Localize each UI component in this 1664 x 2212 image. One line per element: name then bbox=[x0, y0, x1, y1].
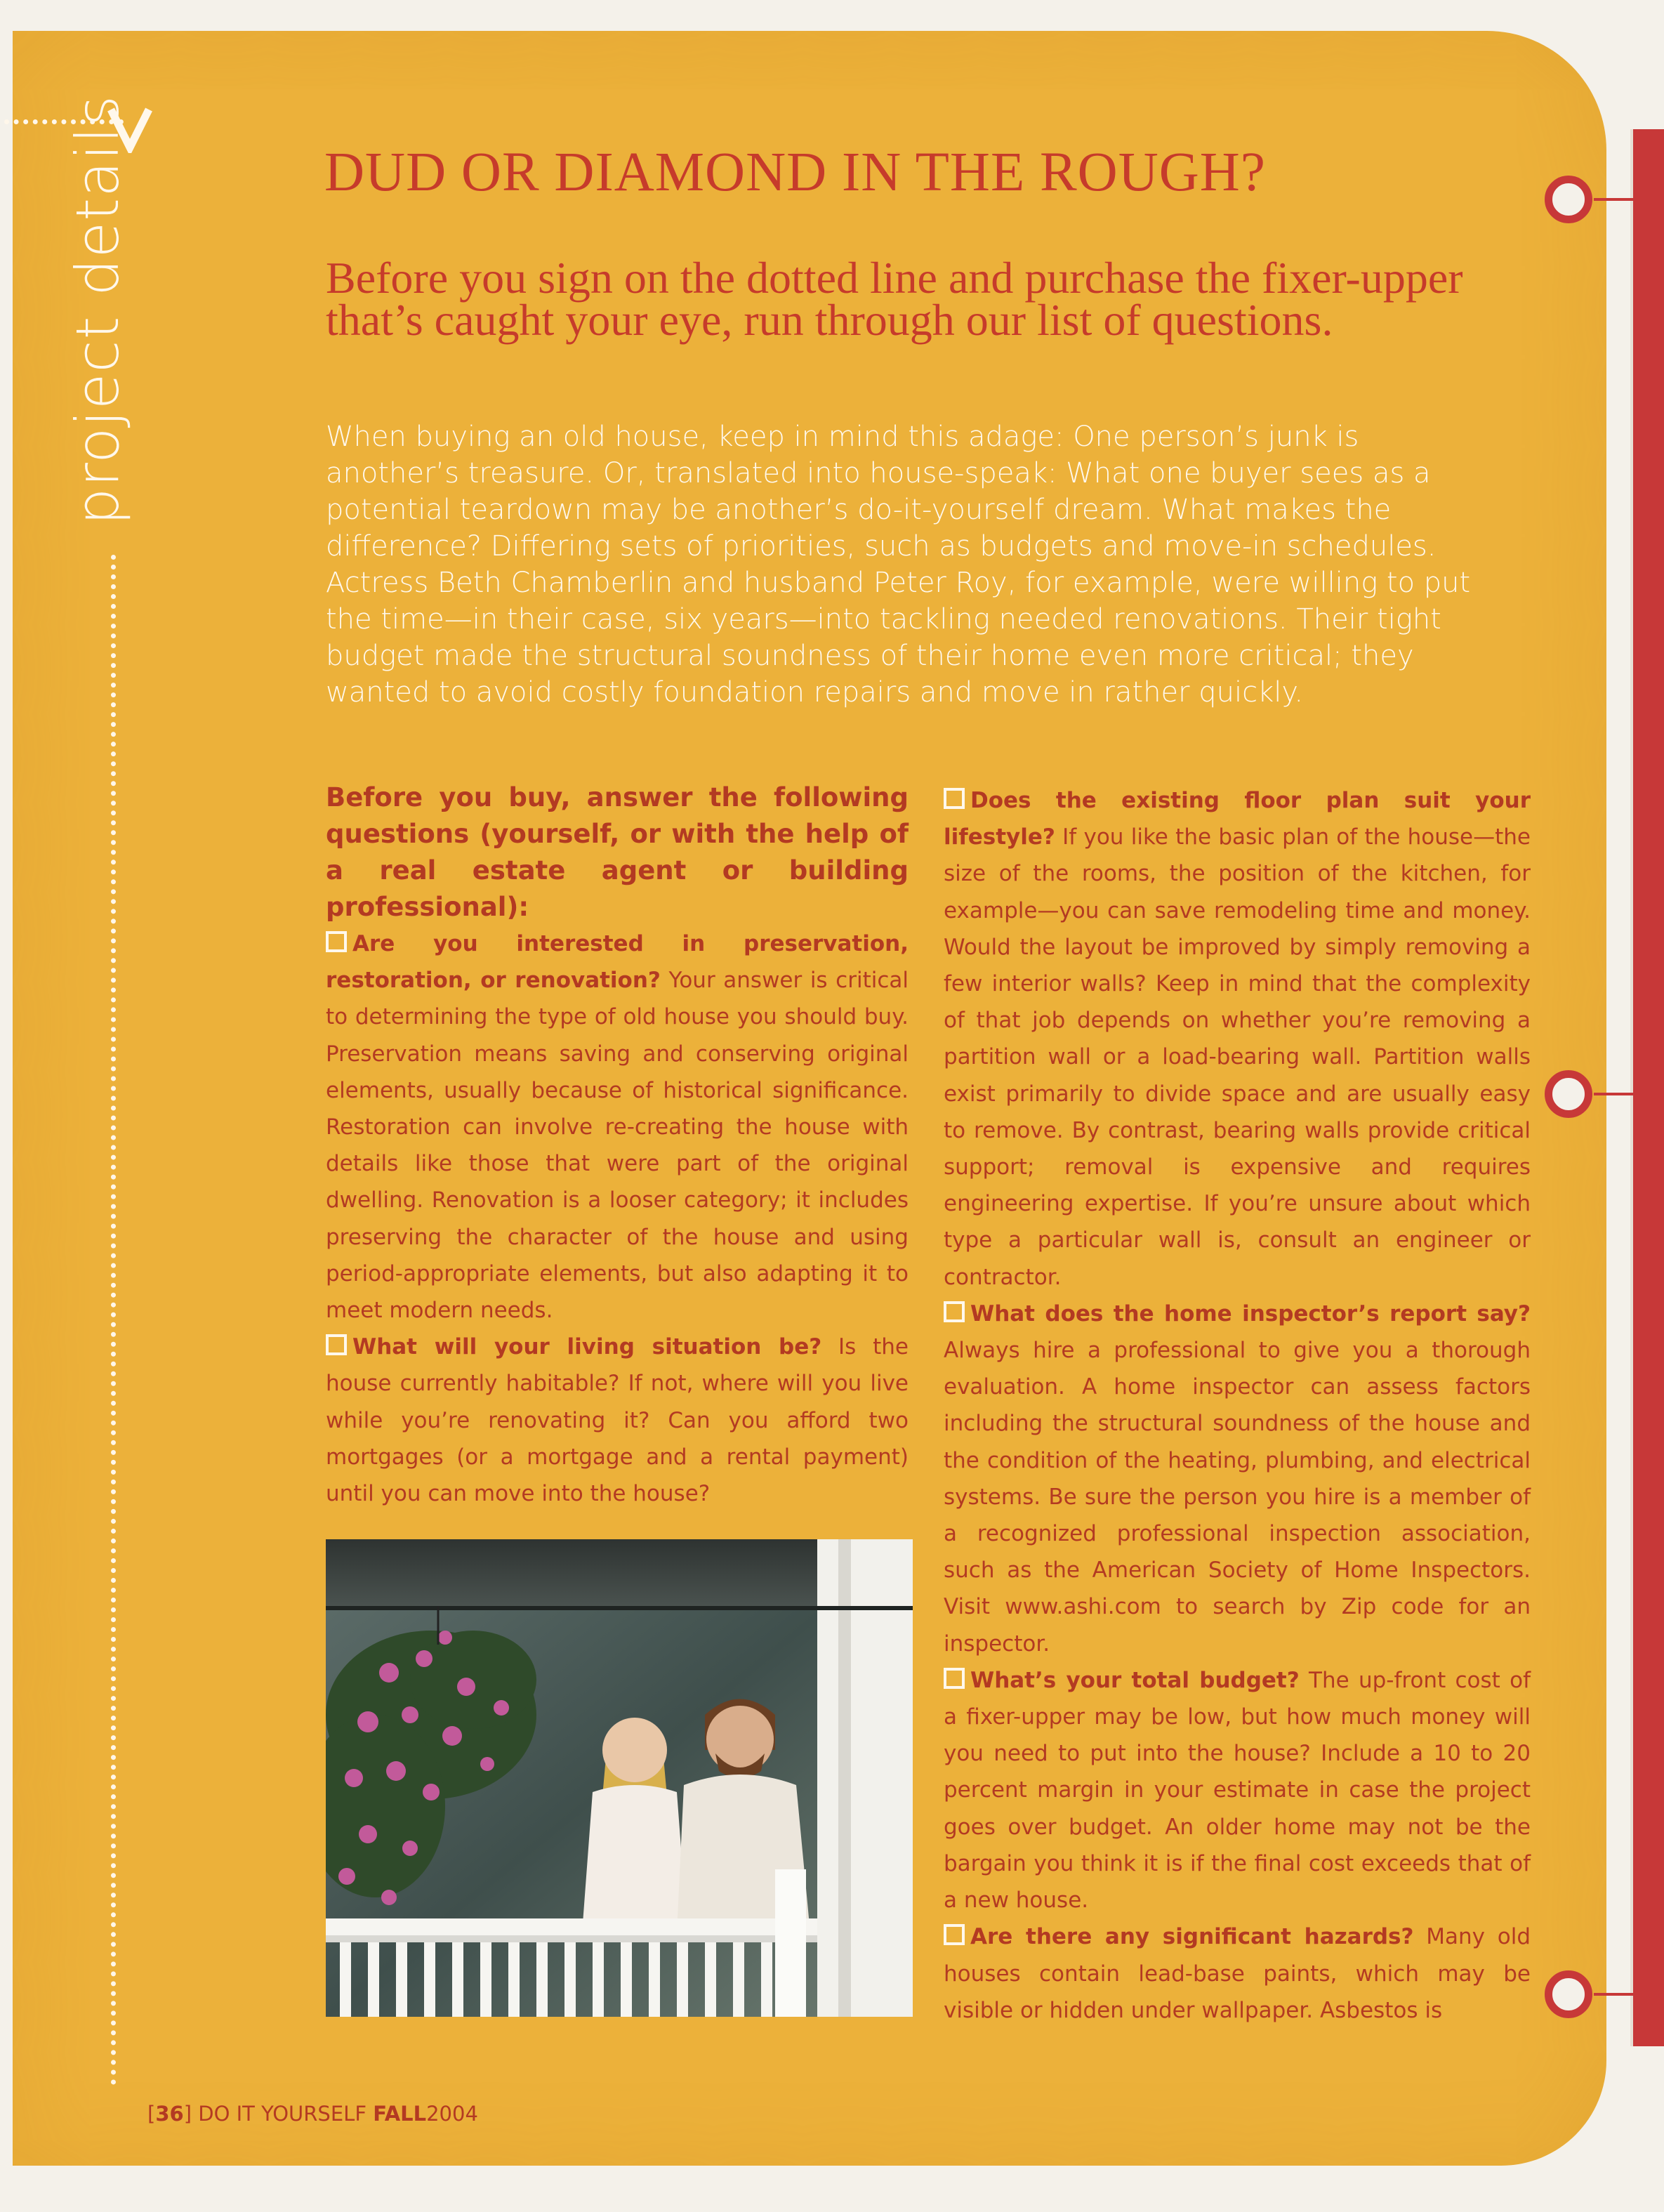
question-answer: Many old houses contain lead-base paints, which may be visible or hidden under wallpaper. Asbestos is bbox=[944, 1924, 1531, 2023]
question-heading: What does the home inspector’s report say? bbox=[970, 1301, 1531, 1326]
ring-connector bbox=[1594, 1993, 1633, 1996]
ring-marker-middle bbox=[1545, 1070, 1592, 1118]
ring-connector bbox=[1594, 198, 1633, 201]
couple-on-porch-photo bbox=[326, 1539, 913, 2017]
column-right bbox=[944, 782, 1531, 2029]
question-heading: Are you interested in preservation, restoration, or renovation? bbox=[326, 931, 909, 994]
article-deck: Before you sign on the dotted line and purchase the fixer-upper that’s caught your eye, run through our list of questions. bbox=[326, 253, 1463, 345]
checkbox-icon bbox=[944, 788, 965, 809]
question-item bbox=[944, 1918, 1531, 2029]
red-side-bar bbox=[1633, 129, 1664, 2046]
intro-paragraph: When buying an old house, keep in mind this adage: One person’s junk is another’s treasure. Or, translated into house-speak: What one buyer sees as a potential teardown may be another’s do-it-yourself dream. What makes the difference? Differing sets of priorities, such as budgets and move-in schedules. Actress Beth Chamberlin and husband Peter Roy, for example, were willing to put the time—in their case, six years—into tackling needed renovations. Their tight budget made the structural soundness of their home even more critical; they wanted to avoid costly foundation repairs and move in rather quickly. bbox=[326, 421, 1471, 709]
page-footer bbox=[147, 2100, 478, 2128]
question-item bbox=[326, 926, 909, 1329]
question-answer: The up-front cost of a fixer-upper may be low, but how much money will you need to put into the house? Include a 10 to 20 percent margin in your estimate in case the project goes over budget. An older home may not be the bargain you think it is if the final cost exceeds that of a new house. bbox=[944, 1667, 1531, 1914]
checkbox-icon bbox=[944, 1924, 965, 1945]
page-number-bracket-open: [ bbox=[147, 2102, 156, 2126]
ring-marker-bottom bbox=[1545, 1970, 1592, 2018]
checkbox-icon bbox=[326, 1334, 347, 1355]
page-number-bracket-close: ] bbox=[183, 2102, 192, 2126]
issue-year: 2004 bbox=[426, 2102, 478, 2126]
checkbox-icon bbox=[944, 1301, 965, 1322]
ring-connector bbox=[1594, 1093, 1633, 1095]
ring-marker-top bbox=[1545, 176, 1592, 223]
question-item bbox=[326, 1329, 909, 1512]
magazine-name: DO IT YOURSELF bbox=[198, 2102, 367, 2126]
question-heading: Does the existing floor plan suit your lifestyle? bbox=[944, 788, 1531, 850]
dotted-rule-side bbox=[111, 555, 116, 2086]
section-label: project details bbox=[63, 94, 132, 525]
question-heading: Are there any significant hazards? bbox=[970, 1924, 1414, 1950]
question-answer: Your answer is critical to determining the type of old house you should buy. Preservation means saving and conserving original elements, usually because of historical significance. Restoration can involve re-creating the house with details like those that were part of the original dwelling. Renovation is a looser category; it includes preserving the character of the house and using period-appropriate elements, but also adapting it to meet modern needs. bbox=[326, 968, 909, 1324]
question-answer: If you like the basic plan of the house—the size of the rooms, the position of the kitchen, for example—you can save remodeling time and money. Would the layout be improved by simply removing a few interior walls? Keep in mind that the complexity of that job depends on whether you’re removing a partition wall or a load-bearing wall. Partition walls exist primarily to divide space and are usually easy to remove. By contrast, bearing walls provide critical support; removal is expensive and requires engineering expertise. If you’re unsure about which type a particular wall is, consult an engineer or contractor. bbox=[944, 824, 1531, 1290]
question-heading: What’s your total budget? bbox=[970, 1667, 1300, 1693]
questions-lead: Before you buy, answer the following questions (yourself, or with the help of a real estate agent or building professional): bbox=[326, 782, 909, 922]
page-number: 36 bbox=[155, 2102, 184, 2126]
question-item bbox=[944, 1296, 1531, 1662]
question-answer: Is the house currently habitable? If not, where will you live while you’re renovating it? Can you afford two mortgages (or a mortgage and a rental payment) until you can move into the house? bbox=[326, 1334, 909, 1507]
checkbox-icon bbox=[944, 1668, 965, 1689]
question-answer: Always hire a professional to give you a thorough evaluation. A home inspector can assess factors including the structural soundness of the house and the condition of the heating, plumbing, and electrical systems. Be sure the person you hire is a member of a recognized professional inspection association, such as the American Society of Home Inspectors. Visit www.ashi.com to search by Zip code for an inspector. bbox=[944, 1338, 1531, 1657]
question-heading: What will your living situation be? bbox=[352, 1334, 822, 1360]
checkbox-icon bbox=[326, 931, 347, 952]
question-item bbox=[944, 1662, 1531, 1918]
article-title: DUD OR DIAMOND IN THE ROUGH? bbox=[324, 142, 1266, 203]
issue-season: FALL bbox=[373, 2102, 427, 2126]
question-item bbox=[944, 782, 1531, 1296]
column-left bbox=[326, 779, 909, 1512]
